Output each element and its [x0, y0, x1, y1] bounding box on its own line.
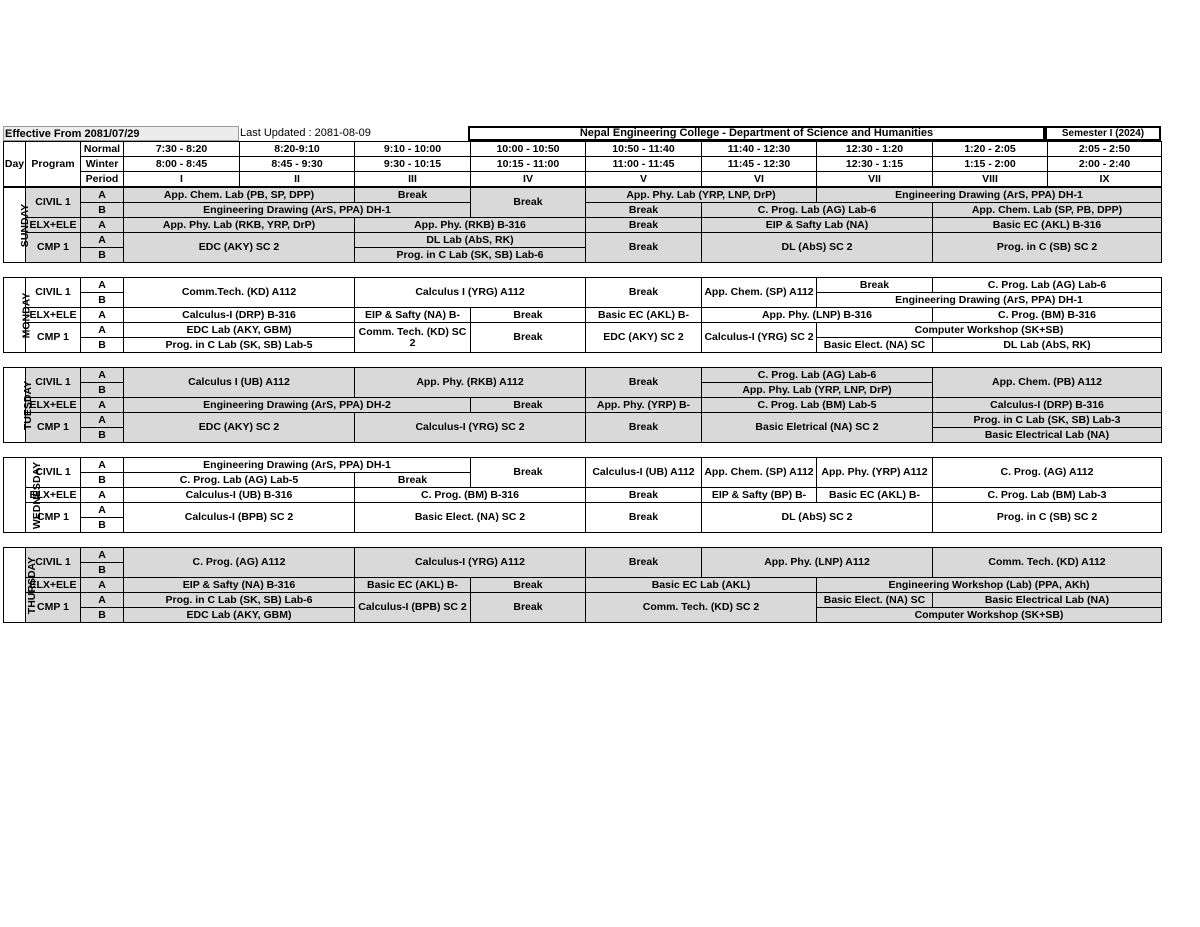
- class-slot: EDC (AKY) SC 2: [124, 413, 355, 443]
- program-name: ELX+ELE: [26, 488, 81, 503]
- timetable: [3, 141, 1162, 623]
- break-slot: Break: [586, 413, 702, 443]
- program-header: Program: [26, 142, 81, 188]
- class-slot: Comm.Tech. (KD) A112: [124, 278, 355, 308]
- program-name: CMP 1: [26, 233, 81, 263]
- break-slot: Break: [586, 503, 702, 533]
- winter-time-row-cell: 8:00 - 8:45: [124, 157, 240, 172]
- class-slot: Calculus I (UB) A112: [124, 368, 355, 398]
- schedule-row: [4, 458, 1162, 473]
- class-slot: Engineering Drawing (ArS, PPA) DH-2: [124, 398, 471, 413]
- class-slot: Prog. in C (SB) SC 2: [933, 503, 1162, 533]
- class-slot: Basic EC Lab (AKL): [586, 578, 817, 593]
- schedule-row: [4, 503, 1162, 518]
- normal-time-row-cell: 9:10 - 10:00: [355, 142, 471, 157]
- header-bar: [3, 126, 1161, 141]
- day-name: MONDAY: [20, 292, 33, 338]
- class-slot: Calculus-I (BPB) SC 2: [124, 503, 355, 533]
- day-name: THURSDAY: [26, 556, 39, 614]
- class-slot: DL (AbS) SC 2: [702, 233, 933, 263]
- period-row-cell: III: [355, 172, 471, 188]
- class-slot: App. Phy. Lab (YRP, LNP, DrP): [702, 383, 933, 398]
- program-name: CMP 1: [26, 323, 81, 353]
- group-label: B: [81, 428, 124, 443]
- class-slot: C. Prog. Lab (BM) Lab-5: [702, 398, 933, 413]
- group-label: B: [81, 518, 124, 533]
- program-name: ELX+ELE: [26, 308, 81, 323]
- class-slot: Prog. in C Lab (SK, SB) Lab-6: [355, 248, 586, 263]
- class-slot: Basic EC (AKL) B-316: [933, 218, 1162, 233]
- day-label: [4, 368, 35, 443]
- normal-time-row-cell: 1:20 - 2:05: [933, 142, 1048, 157]
- group-label: B: [81, 203, 124, 218]
- period-row-cell: VII: [817, 172, 933, 188]
- winter-time-row-label: Winter: [81, 157, 124, 172]
- class-slot: App. Phy. (YRP) B-: [586, 398, 702, 413]
- separator-cell: [4, 533, 1162, 548]
- group-label: B: [81, 473, 124, 488]
- class-slot: Prog. in C Lab (SK, SB) Lab-6: [124, 593, 355, 608]
- class-slot: Calculus-I (BPB) SC 2: [355, 593, 471, 623]
- schedule-row: [4, 308, 1162, 323]
- class-slot: Calculus-I (YRG) A112: [355, 548, 586, 578]
- class-slot: Comm. Tech. (KD) A112: [933, 548, 1162, 578]
- break-slot: Break: [586, 218, 702, 233]
- class-slot: App. Phy. (LNP) A112: [702, 548, 933, 578]
- class-slot: Comm. Tech. (KD) SC 2: [355, 323, 471, 353]
- day-separator: [4, 443, 1162, 458]
- normal-time-row-cell: 7:30 - 8:20: [124, 142, 240, 157]
- separator-cell: [4, 353, 1162, 368]
- class-slot: Calculus-I (UB) B-316: [124, 488, 355, 503]
- group-label: A: [81, 488, 124, 503]
- winter-time-row-cell: 12:30 - 1:15: [817, 157, 933, 172]
- break-slot: Break: [586, 203, 702, 218]
- class-slot: App. Phy. (RKB) B-316: [355, 218, 586, 233]
- day-header: Day: [4, 142, 26, 188]
- class-slot: Calculus-I (YRG) SC 2: [355, 413, 586, 443]
- class-slot: EDC (AKY) SC 2: [586, 323, 702, 353]
- program-name: CMP 1: [26, 503, 81, 533]
- program-name: CIVIL 1: [26, 278, 81, 308]
- normal-time-row-cell: 8:20-9:10: [240, 142, 355, 157]
- group-label: B: [81, 383, 124, 398]
- class-slot: C. Prog. (BM) B-316: [355, 488, 586, 503]
- group-label: A: [81, 578, 124, 593]
- winter-time-row-cell: 11:00 - 11:45: [586, 157, 702, 172]
- group-label: A: [81, 593, 124, 608]
- schedule-row: [4, 368, 1162, 383]
- class-slot: Calculus-I (YRG) SC 2: [702, 323, 817, 353]
- class-slot: Basic EC (AKL) B-: [817, 488, 933, 503]
- class-slot: Basic Elect. (NA) SC 2: [355, 503, 586, 533]
- normal-time-row-label: Normal: [81, 142, 124, 157]
- schedule-row: [4, 187, 1162, 203]
- group-label: A: [81, 218, 124, 233]
- day-label: [4, 458, 44, 533]
- day-label: [4, 548, 39, 623]
- schedule-row: [4, 593, 1162, 608]
- break-slot: Break: [471, 187, 586, 218]
- group-label: B: [81, 248, 124, 263]
- class-slot: EDC Lab (AKY, GBM): [124, 608, 355, 623]
- winter-time-row-cell: 9:30 - 10:15: [355, 157, 471, 172]
- group-label: B: [81, 293, 124, 308]
- group-label: B: [81, 608, 124, 623]
- break-slot: Break: [817, 278, 933, 293]
- day-name: SUNDAY: [19, 203, 32, 247]
- class-slot: C. Prog. (AG) A112: [124, 548, 355, 578]
- class-slot: App. Phy. Lab (RKB, YRP, DrP): [124, 218, 355, 233]
- class-slot: App. Chem. (SP) A112: [702, 278, 817, 308]
- class-slot: App. Phy. (LNP) B-316: [702, 308, 933, 323]
- schedule-row: [4, 218, 1162, 233]
- class-slot: Engineering Workshop (Lab) (PPA, AKh): [817, 578, 1162, 593]
- group-label: A: [81, 548, 124, 563]
- schedule-row: [4, 233, 1162, 248]
- class-slot: Engineering Drawing (ArS, PPA) DH-1: [817, 293, 1162, 308]
- class-slot: C. Prog. (AG) A112: [933, 458, 1162, 488]
- group-label: A: [81, 398, 124, 413]
- break-slot: Break: [471, 398, 586, 413]
- day-separator: [4, 533, 1162, 548]
- program-name: ELX+ELE: [26, 218, 81, 233]
- class-slot: Computer Workshop (SK+SB): [817, 323, 1162, 338]
- program-name: CIVIL 1: [26, 458, 81, 488]
- break-slot: Break: [471, 323, 586, 353]
- normal-time-row-cell: 10:50 - 11:40: [586, 142, 702, 157]
- class-slot: EIP & Safty (BP) B-: [702, 488, 817, 503]
- class-slot: Comm. Tech. (KD) SC 2: [586, 593, 817, 623]
- group-label: B: [81, 338, 124, 353]
- schedule-row: [4, 578, 1162, 593]
- group-label: A: [81, 413, 124, 428]
- break-slot: Break: [355, 187, 471, 203]
- class-slot: Basic Electrical Lab (NA): [933, 428, 1162, 443]
- class-slot: Computer Workshop (SK+SB): [817, 608, 1162, 623]
- winter-time-row-cell: 10:15 - 11:00: [471, 157, 586, 172]
- day-label: [4, 187, 32, 263]
- break-slot: Break: [471, 308, 586, 323]
- class-slot: Calculus-I (DRP) B-316: [124, 308, 355, 323]
- day-name: WEDNESDAY: [31, 461, 44, 529]
- break-slot: Break: [586, 488, 702, 503]
- class-slot: EIP & Safty Lab (NA): [702, 218, 933, 233]
- normal-time-row: [4, 142, 1162, 157]
- class-slot: C. Prog. Lab (AG) Lab-6: [933, 278, 1162, 293]
- timetable-sheet: [3, 126, 1161, 623]
- class-slot: DL Lab (AbS, RK): [355, 233, 586, 248]
- break-slot: Break: [586, 278, 702, 308]
- class-slot: EDC Lab (AKY, GBM): [124, 323, 355, 338]
- normal-time-row-cell: 2:05 - 2:50: [1048, 142, 1162, 157]
- class-slot: Basic EC (AKL) B-: [586, 308, 702, 323]
- effective-date: Effective From 2081/07/29: [3, 126, 239, 141]
- group-label: A: [81, 323, 124, 338]
- program-name: CIVIL 1: [26, 187, 81, 218]
- break-slot: Break: [471, 458, 586, 488]
- group-label: A: [81, 308, 124, 323]
- class-slot: Basic Eletrical (NA) SC 2: [702, 413, 933, 443]
- period-row-cell: V: [586, 172, 702, 188]
- program-name: ELX+ELE: [26, 578, 81, 593]
- period-row: [4, 172, 1162, 188]
- break-slot: Break: [586, 548, 702, 578]
- schedule-row: [4, 488, 1162, 503]
- class-slot: C. Prog. Lab (AG) Lab-6: [702, 203, 933, 218]
- break-slot: Break: [586, 233, 702, 263]
- program-name: CIVIL 1: [26, 368, 81, 398]
- class-slot: App. Phy. (RKB) A112: [355, 368, 586, 398]
- separator-cell: [4, 263, 1162, 278]
- winter-time-row-cell: 1:15 - 2:00: [933, 157, 1048, 172]
- program-name: ELX+ELE: [26, 398, 81, 413]
- program-name: CMP 1: [26, 413, 81, 443]
- class-slot: Calculus I (YRG) A112: [355, 278, 586, 308]
- class-slot: Engineering Drawing (ArS, PPA) DH-1: [124, 458, 471, 473]
- class-slot: EIP & Safty (NA) B-316: [124, 578, 355, 593]
- class-slot: Engineering Drawing (ArS, PPA) DH-1: [817, 187, 1162, 203]
- group-label: A: [81, 233, 124, 248]
- day-separator: [4, 263, 1162, 278]
- class-slot: Basic Elect. (NA) SC: [817, 338, 933, 353]
- schedule-row: [4, 398, 1162, 413]
- day-name: TUESDAY: [22, 380, 35, 430]
- break-slot: Break: [471, 593, 586, 623]
- separator-cell: [4, 443, 1162, 458]
- period-row-cell: I: [124, 172, 240, 188]
- class-slot: App. Chem. (PB) A112: [933, 368, 1162, 398]
- winter-time-row-cell: 11:45 - 12:30: [702, 157, 817, 172]
- group-label: B: [81, 563, 124, 578]
- winter-time-row-cell: 2:00 - 2:40: [1048, 157, 1162, 172]
- day-separator: [4, 353, 1162, 368]
- class-slot: Basic Electrical Lab (NA): [933, 593, 1162, 608]
- class-slot: App. Phy. (YRP) A112: [817, 458, 933, 488]
- class-slot: Prog. in C Lab (SK, SB) Lab-5: [124, 338, 355, 353]
- class-slot: App. Phy. Lab (YRP, LNP, DrP): [586, 187, 817, 203]
- schedule-row: [4, 323, 1162, 338]
- schedule-row: [4, 548, 1162, 563]
- period-row-label: Period: [81, 172, 124, 188]
- semester-label: Semester I (2024): [1045, 126, 1161, 141]
- period-row-cell: IV: [471, 172, 586, 188]
- schedule-row: [4, 278, 1162, 293]
- class-slot: Calculus-I (UB) A112: [586, 458, 702, 488]
- group-label: A: [81, 278, 124, 293]
- program-name: CIVIL 1: [26, 548, 81, 578]
- class-slot: C. Prog. Lab (AG) Lab-6: [702, 368, 933, 383]
- period-row-cell: IX: [1048, 172, 1162, 188]
- program-name: CMP 1: [26, 593, 81, 623]
- winter-time-row: [4, 157, 1162, 172]
- class-slot: App. Chem. (SP) A112: [702, 458, 817, 488]
- winter-time-row-cell: 8:45 - 9:30: [240, 157, 355, 172]
- class-slot: Basic EC (AKL) B-: [355, 578, 471, 593]
- class-slot: DL (AbS) SC 2: [702, 503, 933, 533]
- last-updated: Last Updated : 2081-08-09: [240, 127, 371, 139]
- college-title: Nepal Engineering College - Department of Science and Humanities: [468, 126, 1045, 141]
- schedule-row: [4, 413, 1162, 428]
- period-row-cell: VI: [702, 172, 817, 188]
- class-slot: Calculus-I (DRP) B-316: [933, 398, 1162, 413]
- period-row-cell: VIII: [933, 172, 1048, 188]
- normal-time-row-cell: 10:00 - 10:50: [471, 142, 586, 157]
- group-label: A: [81, 503, 124, 518]
- group-label: A: [81, 368, 124, 383]
- class-slot: App. Chem. Lab (SP, PB, DPP): [933, 203, 1162, 218]
- class-slot: C. Prog. Lab (BM) Lab-3: [933, 488, 1162, 503]
- class-slot: EDC (AKY) SC 2: [124, 233, 355, 263]
- class-slot: App. Chem. Lab (PB, SP, DPP): [124, 187, 355, 203]
- class-slot: Prog. in C Lab (SK, SB) Lab-3: [933, 413, 1162, 428]
- period-row-cell: II: [240, 172, 355, 188]
- day-label: [4, 278, 33, 353]
- break-slot: Break: [355, 473, 471, 488]
- class-slot: Engineering Drawing (ArS, PPA) DH-1: [124, 203, 471, 218]
- class-slot: Basic Elect. (NA) SC: [817, 593, 933, 608]
- normal-time-row-cell: 12:30 - 1:20: [817, 142, 933, 157]
- class-slot: C. Prog. Lab (AG) Lab-5: [124, 473, 355, 488]
- break-slot: Break: [471, 578, 586, 593]
- class-slot: Prog. in C (SB) SC 2: [933, 233, 1162, 263]
- class-slot: EIP & Safty (NA) B-: [355, 308, 471, 323]
- class-slot: DL Lab (AbS, RK): [933, 338, 1162, 353]
- class-slot: C. Prog. (BM) B-316: [933, 308, 1162, 323]
- group-label: A: [81, 458, 124, 473]
- normal-time-row-cell: 11:40 - 12:30: [702, 142, 817, 157]
- break-slot: Break: [586, 368, 702, 398]
- group-label: A: [81, 187, 124, 203]
